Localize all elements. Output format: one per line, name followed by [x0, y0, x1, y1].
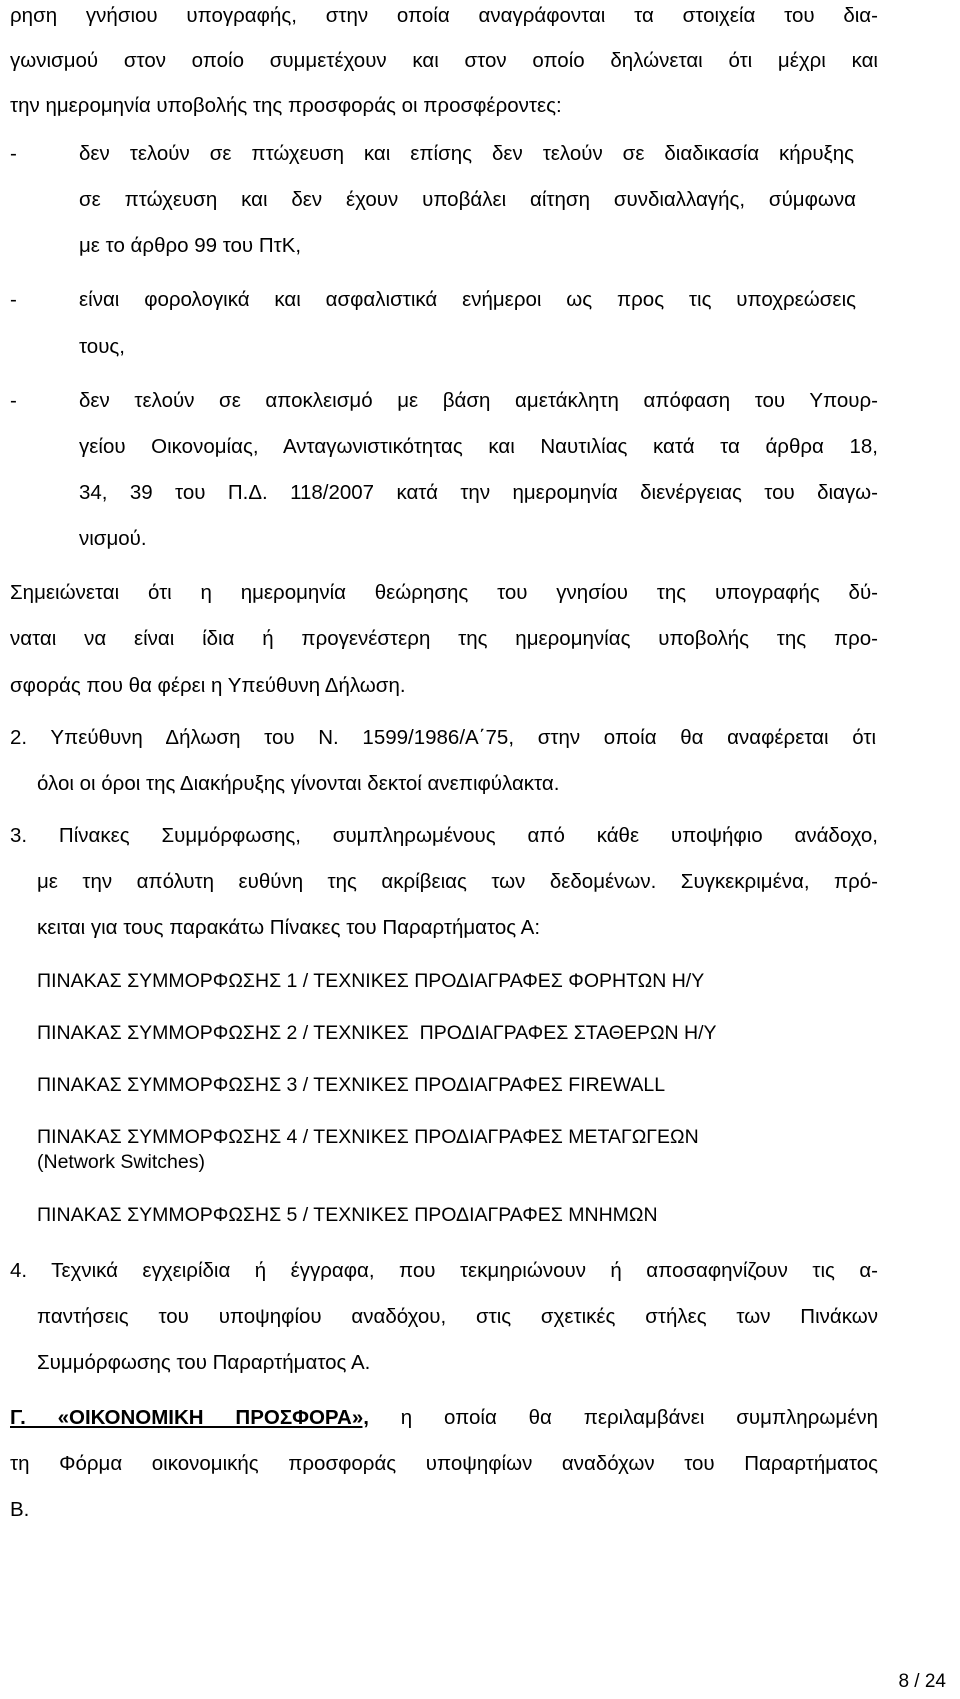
numbered-item-line: 4. Τεχνικά εγχειρίδια ή έγγραφα, που τεκμηριώνουν ή αποσαφηνίζουν τις α- [10, 1259, 878, 1282]
list-dash: - [10, 389, 17, 412]
list-item-line: 34, 39 του Π.Δ. 118/2007 κατά την ημερομηνία διενέργειας του διαγω- [79, 481, 878, 504]
list-item-line: δεν τελούν σε πτώχευση και επίσης δεν τελούν σε διαδικασία κήρυξης [79, 142, 854, 165]
list-item-line: δεν τελούν σε αποκλεισμό με βάση αμετάκλητη απόφαση του Υπουρ- [79, 389, 878, 412]
list-item-line: με το άρθρο 99 του ΠτΚ, [79, 234, 302, 257]
paragraph-line: την ημερομηνία υποβολής της προσφοράς οι προσφέροντες: [10, 94, 562, 117]
compliance-table-title: ΠΙΝΑΚΑΣ ΣΥΜΜΟΡΦΩΣΗΣ 1 / ΤΕΧΝΙΚΕΣ ΠΡΟΔΙΑΓΡΑΦΕΣ ΦΟΡΗΤΩΝ Η/Υ [37, 970, 705, 992]
numbered-item-line: όλοι οι όροι της Διακήρυξης γίνονται δεκτοί ανεπιφύλακτα. [37, 772, 560, 795]
paragraph-line: Β. [10, 1498, 30, 1521]
numbered-item-line: 2. Υπεύθυνη Δήλωση του Ν. 1599/1986/Α΄75, στην οποία θα αναφέρεται ότι [10, 726, 876, 749]
financial-offer-heading: Γ. «ΟΙΚΟΝΟΜΙΚΗ ΠΡΟΣΦΟΡΑ», [10, 1406, 369, 1429]
list-item-line: είναι φορολογικά και ασφαλιστικά ενήμεροι ως προς τις υποχρεώσεις [79, 288, 856, 311]
section-heading-line [10, 1405, 878, 1431]
list-item-line: τους, [79, 335, 125, 358]
list-dash: - [10, 142, 17, 165]
numbered-item-line: κειται για τους παρακάτω Πίνακες του Παραρτήματος Α: [37, 916, 541, 939]
numbered-item-line: 3. Πίνακες Συμμόρφωσης, συμπληρωμένους από κάθε υποψήφιο ανάδοχο, [10, 824, 878, 847]
page-number: 8 / 24 [898, 1671, 946, 1692]
compliance-table-title: ΠΙΝΑΚΑΣ ΣΥΜΜΟΡΦΩΣΗΣ 5 / ΤΕΧΝΙΚΕΣ ΠΡΟΔΙΑΓΡΑΦΕΣ ΜΝΗΜΩΝ [37, 1204, 658, 1226]
list-item-line: σε πτώχευση και δεν έχουν υποβάλει αίτηση συνδιαλλαγής, σύμφωνα [79, 188, 856, 211]
compliance-table-title: (Network Switches) [37, 1151, 205, 1173]
numbered-item-line: με την απόλυτη ευθύνη της ακρίβειας των δεδομένων. Συγκεκριμένα, πρό- [37, 870, 878, 893]
numbered-item-line: Συμμόρφωσης του Παραρτήματος Α. [37, 1351, 371, 1374]
compliance-table-title: ΠΙΝΑΚΑΣ ΣΥΜΜΟΡΦΩΣΗΣ 4 / ΤΕΧΝΙΚΕΣ ΠΡΟΔΙΑΓΡΑΦΕΣ ΜΕΤΑΓΩΓΕΩΝ [37, 1126, 699, 1148]
paragraph-line: σφοράς που θα φέρει η Υπεύθυνη Δήλωση. [10, 674, 406, 697]
paragraph-line: ναται να είναι ίδια ή προγενέστερη της ημερομηνίας υποβολής της προ- [10, 627, 878, 650]
compliance-table-title: ΠΙΝΑΚΑΣ ΣΥΜΜΟΡΦΩΣΗΣ 2 / ΤΕΧΝΙΚΕΣ ΠΡΟΔΙΑΓΡΑΦΕΣ ΣΤΑΘΕΡΩΝ Η/Υ [37, 1022, 717, 1044]
list-dash: - [10, 288, 17, 311]
list-item-line: νισμού. [79, 527, 147, 550]
paragraph-line: Σημειώνεται ότι η ημερομηνία θεώρησης του γνησίου της υπογραφής δύ- [10, 581, 878, 604]
paragraph-line: ρηση γνήσιου υπογραφής, στην οποία αναγράφονται τα στοιχεία του δια- [10, 4, 878, 27]
list-item-line: γείου Οικονομίας, Ανταγωνιστικότητας και Ναυτιλίας κατά τα άρθρα 18, [79, 435, 878, 458]
paragraph-line: γωνισμού στον οποίο συμμετέχουν και στον οποίο δηλώνεται ότι μέχρι και [10, 49, 878, 72]
financial-offer-text: η οποία θα περιλαμβάνει συμπληρωμένη [368, 1406, 878, 1429]
paragraph-line: τη Φόρμα οικονομικής προσφοράς υποψηφίων αναδόχων του Παραρτήματος [10, 1452, 878, 1475]
compliance-table-title: ΠΙΝΑΚΑΣ ΣΥΜΜΟΡΦΩΣΗΣ 3 / ΤΕΧΝΙΚΕΣ ΠΡΟΔΙΑΓΡΑΦΕΣ FIREWALL [37, 1074, 666, 1096]
numbered-item-line: παντήσεις του υποψηφίου αναδόχου, στις σχετικές στήλες των Πινάκων [37, 1305, 878, 1328]
